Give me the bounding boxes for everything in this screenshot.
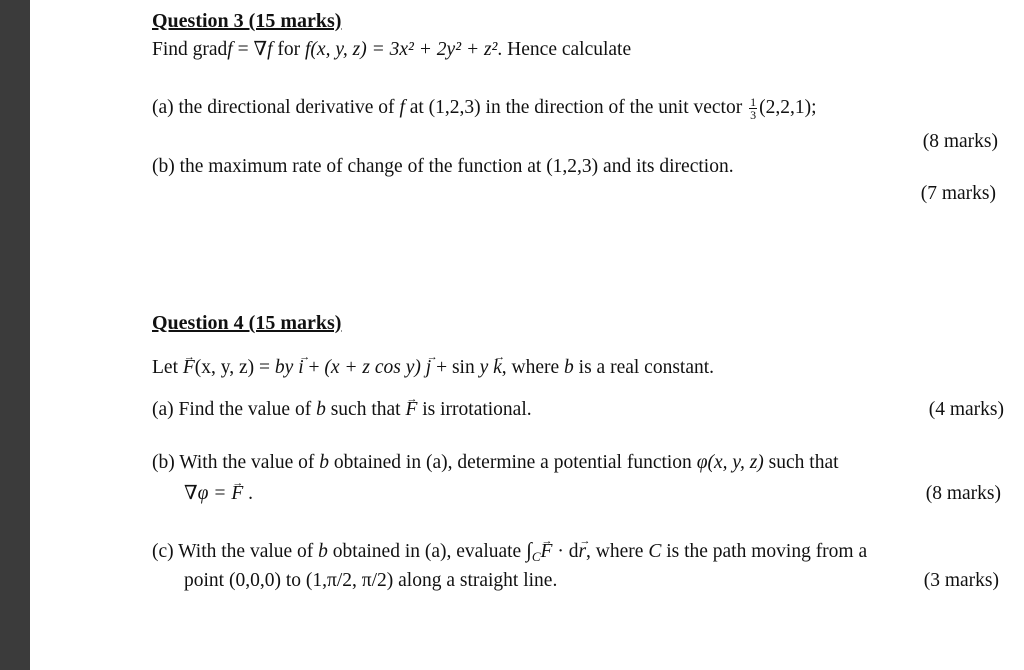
q4-b-line2-end: . [243,483,253,504]
q4-nabla-phi: ∇φ = [184,483,232,504]
q4-a-mid: such that [325,399,406,420]
q4-b-end: such that [763,452,839,473]
fraction-numerator: 1 [750,95,757,110]
vector-r: → r [578,540,586,564]
q4-by: by [274,357,299,378]
q3-for-text: for [272,39,306,60]
q3-intro-tail: . Hence calculate [497,39,632,60]
q4-y: y [479,357,494,378]
q3-a-mid: at (1,2,3) in the direction of the unit vector [404,97,743,118]
q3-part-b: (b) the maximum rate of change of the function at (1,2,3) and its direction. [152,156,734,177]
q4-let-line [152,356,714,380]
q4-b-symbol: b [564,357,574,378]
q4-c-where: , where [586,541,649,562]
q3-find-text: Find grad [152,39,228,60]
question-3-heading: Question 3 (15 marks) [152,10,342,32]
q4-a-end: is irrotational. [417,399,532,420]
q4-args: (x, y, z) = [194,357,275,378]
q4-a-marks: (4 marks) [928,399,1004,420]
q4-plus-sin: + sin [431,357,480,378]
q4-c-C: C [648,541,662,562]
q4-where: , where [501,357,565,378]
q4-part-b-line2 [184,482,253,506]
q3-b-marks: (7 marks) [920,183,996,204]
q4-b-marks: (8 marks) [925,483,1001,504]
unit-vector-k: → k [493,356,502,380]
q4-a-b: b [316,399,326,420]
q4-phi: φ(x, y, z) [696,452,764,473]
unit-vector-j: → j [426,356,431,380]
q4-c-b: b [318,541,328,562]
q3-a-prefix: (a) the directional derivative of [152,97,395,118]
q4-part-c-line2: point (0,0,0) to (1,π/2, π/2) along a straight line. [184,570,558,591]
q3-a-marks: (8 marks) [922,131,998,152]
unit-vector-i: → i [298,356,303,380]
q3-part-a [152,96,817,121]
q4-a-prefix: (a) Find the value of [152,399,317,420]
vector-F: → F [183,356,195,380]
q4-c-end: is the path moving from a [661,541,868,562]
q4-part-c [152,538,867,569]
q4-let: Let [152,357,178,378]
q3-intro-line [152,38,631,62]
q3-function: f(x, y, z) = 3x² + 2y² + z² [305,39,498,60]
q3-equals: = [232,39,254,60]
vector-F: → F [541,540,553,564]
q4-let-end: is a real constant. [573,357,715,378]
q4-b-b: b [319,452,330,473]
q3-f-symbol: f [227,39,233,60]
integral-sign: ∫ [526,538,532,562]
left-dark-margin [0,0,30,670]
vector-F: → F [405,398,417,422]
q4-c-marks: (3 marks) [923,570,999,591]
q4-b-prefix: (b) With the value of [152,452,320,473]
q3-a-f: f [399,97,405,118]
q4-c-mid: obtained in (a), evaluate [327,541,527,562]
q4-c-prefix: (c) With the value of [152,541,319,562]
q3-nabla-f: ∇f [253,39,273,60]
q4-part-a [152,398,532,422]
q3-a-vector: (2,2,1); [759,97,817,118]
q4-part-b [152,451,839,475]
question-4-heading: Question 4 (15 marks) [152,312,342,334]
fraction-denominator: 3 [750,108,757,123]
q4-dot-d: · d [552,541,579,562]
q4-mid-term: (x + z cos y) [324,357,426,378]
integral-subscript-C: C [531,549,541,564]
q3-a-fraction [749,96,757,121]
vector-F: → F [231,482,243,506]
q4-b-mid: obtained in (a), determine a potential function [329,452,697,473]
q4-plus: + [303,357,325,378]
